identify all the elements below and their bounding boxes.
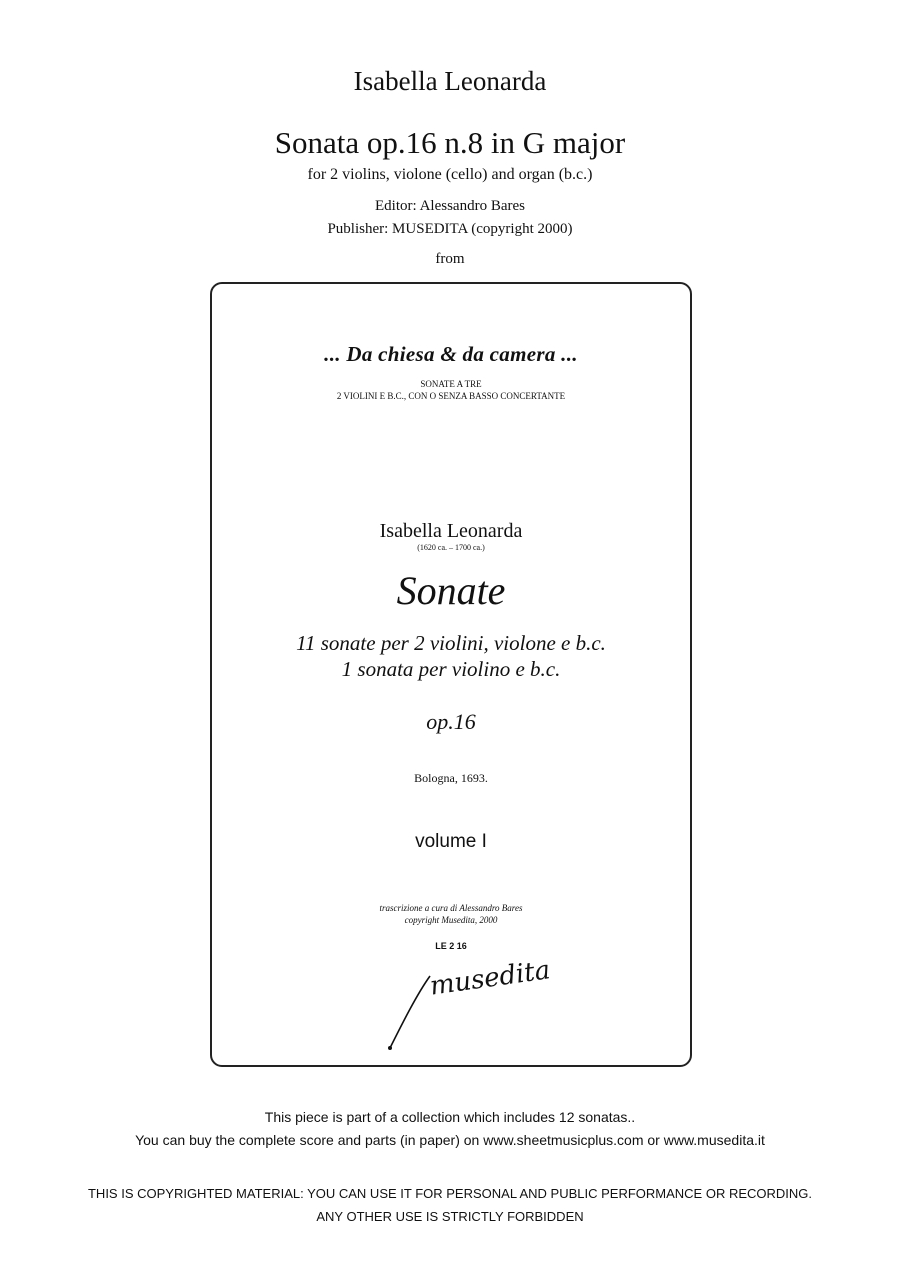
from-label: from [435,251,465,267]
cover-composer: Isabella Leonarda [379,520,523,542]
composer-name: Isabella Leonarda [353,66,547,96]
collection-cover-image [210,282,692,1067]
cover-description-line-1: 11 sonate per 2 violini, violone e b.c. [296,631,606,655]
publisher-credit: Publisher: MUSEDITA (copyright 2000) [327,221,573,237]
collection-subtitle-detail: 2 VIOLINI E B.C., CON O SENZA BASSO CONCERTANTE [336,391,566,401]
cover-place-date: Bologna, 1693. [414,771,488,785]
copyright-restriction: ANY OTHER USE IS STRICTLY FORBIDDEN [316,1209,584,1224]
piece-title: Sonata op.16 n.8 in G major [274,125,626,160]
purchase-note: You can buy the complete score and parts (in paper) on www.sheetmusicplus.com or www.musedita.it [135,1132,765,1148]
cover-opus: op.16 [426,709,476,734]
cover-composer-dates: (1620 ca. – 1700 ca.) [417,543,485,552]
cover-title: Sonate [396,568,506,613]
cover-copyright-credit: copyright Musedita, 2000 [404,915,498,925]
copyright-notice: THIS IS COPYRIGHTED MATERIAL: YOU CAN USE IT FOR PERSONAL AND PUBLIC PERFORMANCE OR RECORDING. [87,1186,813,1201]
collection-note: This piece is part of a collection which includes 12 sonatas.. [264,1109,636,1125]
logo-wordmark: musedita [428,955,553,1002]
editor-credit: Editor: Alessandro Bares [375,198,525,214]
collection-subtitle: SONATE A TRE [420,379,482,389]
cover-catalog-number: LE 2 16 [435,941,467,951]
cover-volume: volume I [415,831,487,852]
cover-transcription-credit: trascrizione a cura di Alessandro Bares [379,903,523,913]
musedita-logo [382,955,553,1054]
collection-title: ... Da chiesa & da camera ... [324,342,578,366]
cover-description-line-2: 1 sonata per violino e b.c. [341,657,561,681]
instrumentation: for 2 violins, violone (cello) and organ (b.c.) [307,166,593,183]
